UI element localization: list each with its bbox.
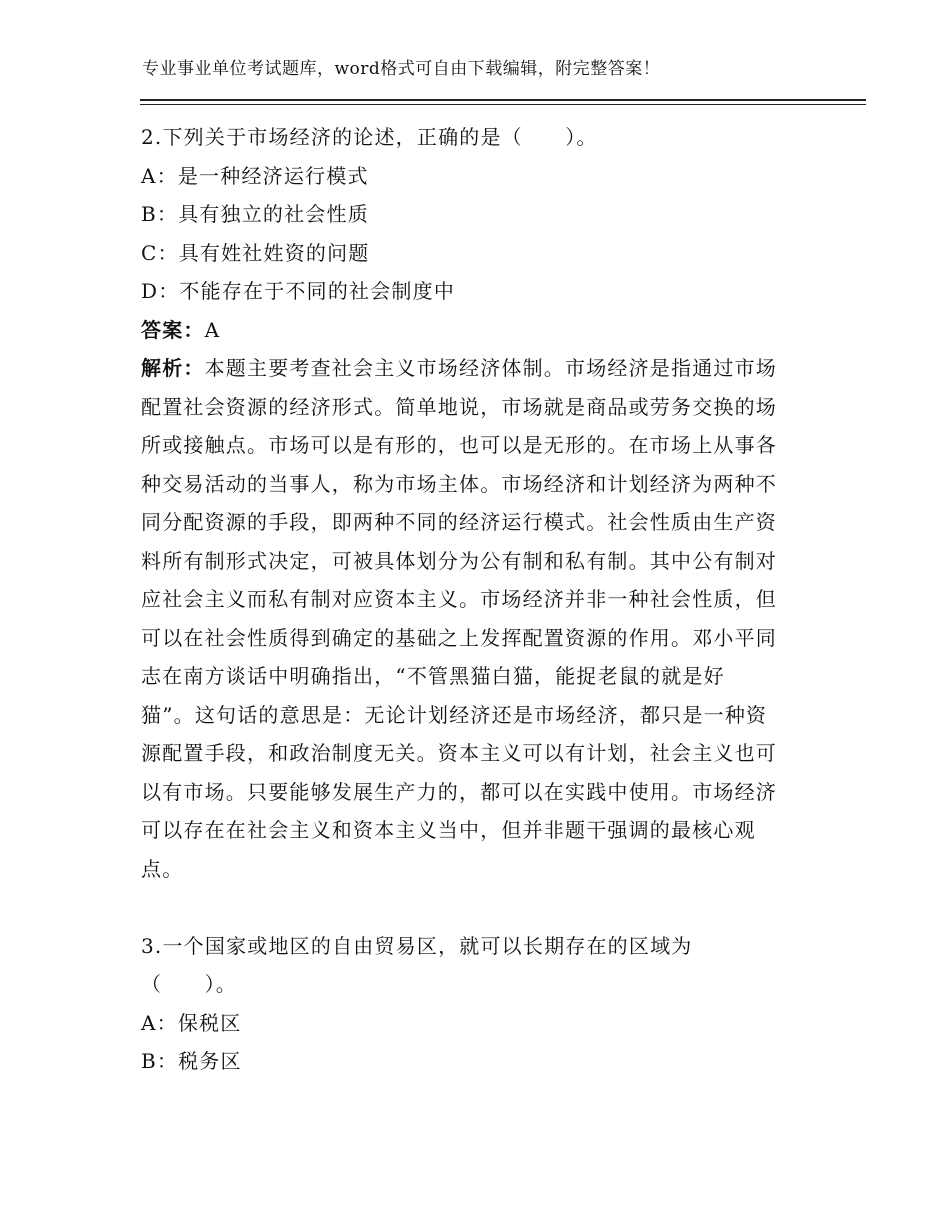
analysis-line: 所或接触点。市场可以是有形的，也可以是无形的。在市场上从事各: [141, 433, 777, 457]
analysis-line: [141, 349, 801, 388]
analysis-text: 本题主要考查社会主义市场经济体制。市场经济是指通过市场: [204, 356, 778, 380]
analysis-line: 志在南方谈话中明确指出，“不管黑猫白猫，能捉老鼠的就是好: [141, 664, 725, 688]
question-2-option-c: C：具有姓社姓资的问题: [141, 240, 370, 265]
question-2-option-b: B：具有独立的社会性质: [141, 202, 369, 226]
question-2-answer: [141, 311, 801, 350]
question-3-stem: 3.一个国家或地区的自由贸易区，就可以长期存在的区域为: [141, 933, 693, 958]
header-rule-thick: [140, 99, 866, 101]
analysis-line: 可以存在在社会主义和资本主义当中，但并非题干强调的最核心观: [141, 818, 756, 842]
header-rule-thin: [140, 104, 866, 105]
analysis-line: 同分配资源的手段，即两种不同的经济运行模式。社会性质由生产资: [141, 510, 777, 534]
question-3-stem-continuation: （ ）。: [141, 972, 237, 996]
question-2-option-d: D：不能存在于不同的社会制度中: [141, 279, 456, 303]
analysis-line: 种交易活动的当事人，称为市场主体。市场经济和计划经济为两种不: [141, 471, 777, 496]
page-header: 专业事业单位考试题库，word格式可自由下载编辑，附完整答案！: [142, 59, 661, 79]
analysis-line: 应社会主义而私有制对应资本主义。市场经济并非一种社会性质，但: [141, 587, 777, 611]
question-3-option-b: B：税务区: [141, 1049, 242, 1073]
analysis-line: 以有市场。只要能够发展生产力的，都可以在实践中使用。市场经济: [141, 779, 777, 804]
question-2-option-a: A：是一种经济运行模式: [141, 163, 369, 188]
question-2-stem: 2.下列关于市场经济的论述，正确的是（ ）。: [141, 125, 598, 149]
document-body: [141, 118, 801, 1081]
answer-value: A: [204, 317, 221, 342]
analysis-line: 料所有制形式决定，可被具体划分为公有制和私有制。其中公有制对: [141, 548, 777, 573]
question-3-option-a: A：保税区: [141, 1010, 242, 1035]
analysis-line: 配置社会资源的经济形式。简单地说，市场就是商品或劳务交换的场: [141, 394, 777, 419]
analysis-line: 猫”。这句话的意思是：无论计划经济还是市场经济，都只是一种资: [141, 702, 768, 727]
analysis-line: 点。: [141, 856, 184, 881]
analysis-line: 源配置手段，和政治制度无关。资本主义可以有计划，社会主义也可: [141, 741, 777, 765]
question-spacer: [141, 888, 801, 927]
analysis-label: 解析：: [141, 356, 205, 380]
analysis-line: 可以在社会性质得到确定的基础之上发挥配置资源的作用。邓小平同: [141, 625, 777, 650]
answer-label: 答案：: [141, 317, 205, 342]
